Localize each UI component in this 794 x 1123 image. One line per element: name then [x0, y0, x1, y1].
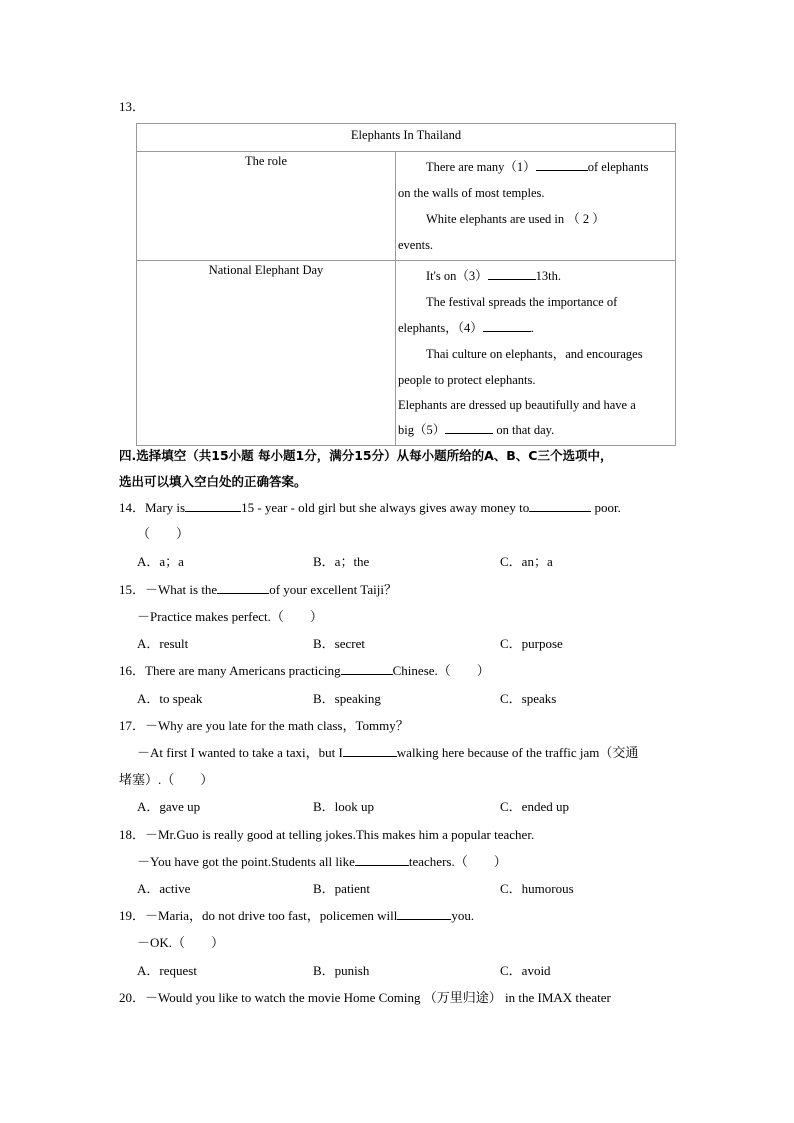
q17-options [137, 794, 677, 820]
q14-option-c[interactable]: C．an；a [500, 554, 553, 569]
q19-text-a: 19．－Maria，do not drive too fast，policemen will [119, 908, 398, 923]
q18-options [137, 876, 677, 902]
q14-option-a[interactable]: A．a；a [137, 554, 184, 569]
elephants-table [136, 123, 676, 446]
table-title: Elephants In Thailand [137, 124, 676, 152]
role-line-2: on the walls of most temples. [398, 186, 545, 200]
q16-option-c[interactable]: C．speaks [500, 691, 557, 706]
q19-line-2: －OK.（ ） [137, 935, 225, 950]
q18-option-c[interactable]: C．humorous [500, 881, 574, 896]
q17-blank[interactable] [343, 743, 397, 757]
q18-blank[interactable] [355, 852, 409, 866]
q17-option-b[interactable]: B．look up [313, 799, 375, 814]
section-heading-line-2: 选出可以填入空白处的正确答案。 [119, 474, 307, 489]
role-line-3-blank-2: White elephants are used in （ 2 ） [426, 212, 605, 226]
blank-1[interactable] [536, 157, 588, 171]
question-19 [119, 903, 677, 929]
blank-4[interactable] [483, 318, 531, 332]
q17-text-b: walking here because of the traffic jam（交通 [396, 745, 639, 760]
q17-option-a[interactable]: A．gave up [137, 799, 201, 814]
q16-text-b: Chinese.（ ） [392, 663, 490, 678]
question-15 [119, 577, 677, 603]
blank-3-suffix: 13th. [535, 269, 561, 283]
row-day-content [396, 261, 676, 446]
row-day-label: National Elephant Day [137, 261, 396, 446]
blank-3[interactable] [488, 266, 536, 280]
q18-line-2 [137, 849, 677, 875]
q19-blank[interactable] [397, 906, 451, 920]
q19-option-a[interactable]: A．request [137, 963, 197, 978]
q16-text-a: 16．There are many Americans practicing [119, 663, 341, 678]
q14-text-b: 15 - year - old girl but she always gives away money to [241, 500, 530, 515]
blank-4-prefix: elephants，（4） [398, 321, 483, 335]
question-16 [119, 658, 677, 684]
question-18: 18．－Mr.Guo is really good at telling jokes.This makes him a popular teacher. [119, 827, 535, 842]
q19-option-c[interactable]: C．avoid [500, 963, 551, 978]
question-13-number: 13． [119, 99, 146, 114]
q14-blank-2[interactable] [529, 498, 591, 512]
q18-text-b: teachers.（ ） [408, 854, 507, 869]
day-line-6: Elephants are dressed up beautifully and have a [398, 398, 636, 412]
q17-text-a: －At first I wanted to take a taxi，but I [137, 745, 343, 760]
question-17: 17．－Why are you late for the math class，Tommy？ [119, 718, 409, 733]
q17-line-3: 堵塞）.（ ） [119, 772, 214, 787]
blank-5-prefix: big（5） [398, 423, 446, 437]
blank-5-suffix: on that day. [493, 423, 555, 437]
q17-line-2 [137, 740, 677, 766]
day-line-4: Thai culture on elephants，and encourages [426, 347, 643, 361]
q14-text-c: poor. [591, 500, 621, 515]
blank-4-suffix: . [530, 321, 534, 335]
q15-option-a[interactable]: A．result [137, 636, 189, 651]
question-14 [119, 495, 677, 521]
q16-options [137, 686, 677, 712]
q14-blank-1[interactable] [185, 498, 241, 512]
q15-text-b: of your excellent Taiji？ [269, 582, 397, 597]
section-heading [119, 443, 679, 495]
q16-option-b[interactable]: B．speaking [313, 691, 381, 706]
q19-option-b[interactable]: B．punish [313, 963, 370, 978]
q19-text-b: you. [451, 908, 475, 923]
q15-option-b[interactable]: B．secret [313, 636, 365, 651]
q14-answer-bracket[interactable]: （ ） [137, 526, 190, 541]
q16-blank[interactable] [341, 661, 393, 675]
row-role-content [396, 152, 676, 261]
q15-line-2: －Practice makes perfect.（ ） [137, 609, 323, 624]
q15-text-a: 15．－What is the [119, 582, 218, 597]
q14-option-b[interactable]: B．a；the [313, 554, 370, 569]
q19-options [137, 958, 677, 984]
blank-5[interactable] [445, 420, 493, 434]
blank-3-prefix: It's on（3） [426, 269, 488, 283]
q18-option-a[interactable]: A．active [137, 881, 191, 896]
row-role-label: The role [137, 152, 396, 261]
section-heading-line-1: 四.选择填空（共15小题 每小题1分，满分15分）从每小题所给的A、B、C三个选项中， [119, 448, 613, 463]
q14-text-a: 14．Mary is [119, 500, 186, 515]
role-line-4: events. [398, 238, 434, 252]
blank-1-suffix: of elephants [587, 160, 649, 174]
q18-text-a: －You have got the point.Students all like [137, 854, 355, 869]
q15-blank[interactable] [217, 580, 269, 594]
q15-options [137, 631, 677, 657]
question-20: 20．－Would you like to watch the movie Home Coming （万里归途） in the IMAX theater [119, 990, 611, 1005]
q14-options [137, 549, 677, 575]
q15-option-c[interactable]: C．purpose [500, 636, 563, 651]
day-line-2: The festival spreads the importance of [426, 295, 618, 309]
q17-option-c[interactable]: C．ended up [500, 799, 569, 814]
q18-option-b[interactable]: B．patient [313, 881, 371, 896]
q16-option-a[interactable]: A．to speak [137, 691, 203, 706]
blank-1-prefix: There are many（1） [426, 160, 536, 174]
day-line-5: people to protect elephants. [398, 373, 536, 387]
